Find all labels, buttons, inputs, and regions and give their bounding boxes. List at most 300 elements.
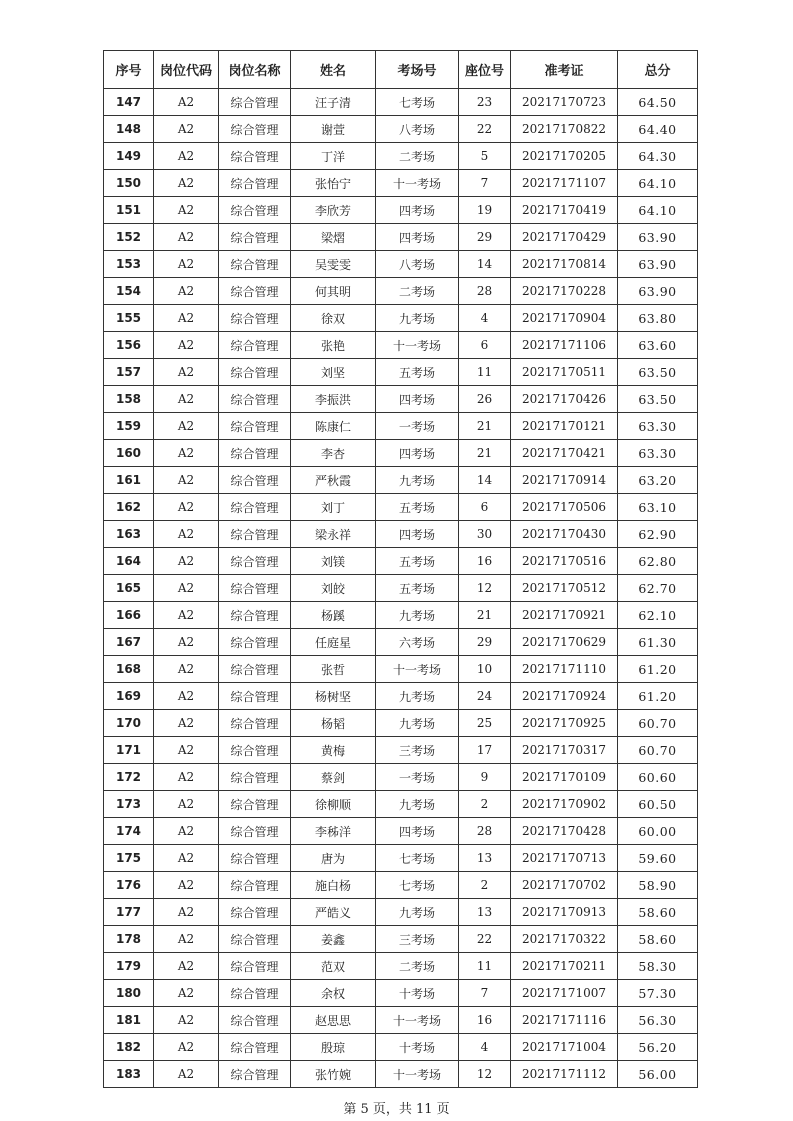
cell-name: 蔡剑 (291, 764, 376, 791)
cell-post-code: A2 (154, 548, 219, 575)
cell-exam-room: 四考场 (376, 386, 459, 413)
cell-ticket-number: 20217170428 (511, 818, 618, 845)
cell-exam-room: 一考场 (376, 413, 459, 440)
cell-seat: 16 (459, 548, 511, 575)
cell-seq: 167 (104, 629, 154, 656)
cell-post-code: A2 (154, 278, 219, 305)
cell-exam-room: 九考场 (376, 791, 459, 818)
table-row (104, 332, 698, 359)
cell-name: 刘丁 (291, 494, 376, 521)
cell-post-name: 综合管理 (219, 170, 291, 197)
cell-seq: 162 (104, 494, 154, 521)
cell-exam-room: 五考场 (376, 575, 459, 602)
cell-seq: 171 (104, 737, 154, 764)
cell-seq: 170 (104, 710, 154, 737)
cell-name: 余权 (291, 980, 376, 1007)
cell-ticket-number: 20217170921 (511, 602, 618, 629)
cell-total-score: 61.20 (618, 656, 698, 683)
cell-seat: 4 (459, 305, 511, 332)
table-row (104, 764, 698, 791)
cell-name: 殷琼 (291, 1034, 376, 1061)
cell-post-code: A2 (154, 872, 219, 899)
cell-post-name: 综合管理 (219, 413, 291, 440)
cell-seat: 22 (459, 116, 511, 143)
cell-name: 刘皎 (291, 575, 376, 602)
cell-post-code: A2 (154, 926, 219, 953)
cell-name: 严皓义 (291, 899, 376, 926)
cell-seat: 12 (459, 1061, 511, 1088)
cell-post-name: 综合管理 (219, 899, 291, 926)
cell-exam-room: 六考场 (376, 629, 459, 656)
score-table (103, 50, 698, 1088)
cell-exam-room: 八考场 (376, 251, 459, 278)
cell-post-code: A2 (154, 305, 219, 332)
table-row (104, 440, 698, 467)
cell-post-name: 综合管理 (219, 278, 291, 305)
table-row (104, 791, 698, 818)
cell-post-name: 综合管理 (219, 710, 291, 737)
cell-seq: 147 (104, 89, 154, 116)
table-row (104, 224, 698, 251)
cell-total-score: 59.60 (618, 845, 698, 872)
cell-post-code: A2 (154, 251, 219, 278)
cell-seq: 175 (104, 845, 154, 872)
cell-seq: 178 (104, 926, 154, 953)
cell-ticket-number: 20217170317 (511, 737, 618, 764)
cell-ticket-number: 20217170713 (511, 845, 618, 872)
cell-total-score: 62.10 (618, 602, 698, 629)
cell-total-score: 63.20 (618, 467, 698, 494)
cell-ticket-number: 20217170429 (511, 224, 618, 251)
table-row (104, 899, 698, 926)
table-row (104, 521, 698, 548)
cell-exam-room: 九考场 (376, 899, 459, 926)
cell-exam-room: 三考场 (376, 926, 459, 953)
cell-post-name: 综合管理 (219, 818, 291, 845)
cell-ticket-number: 20217171004 (511, 1034, 618, 1061)
cell-exam-room: 三考场 (376, 737, 459, 764)
cell-seq: 163 (104, 521, 154, 548)
table-row (104, 656, 698, 683)
table-header-row (104, 51, 698, 89)
cell-name: 陈康仁 (291, 413, 376, 440)
cell-post-code: A2 (154, 764, 219, 791)
cell-seat: 13 (459, 845, 511, 872)
cell-seq: 150 (104, 170, 154, 197)
cell-ticket-number: 20217170421 (511, 440, 618, 467)
table-row (104, 980, 698, 1007)
cell-seat: 14 (459, 467, 511, 494)
table-row (104, 251, 698, 278)
cell-post-code: A2 (154, 737, 219, 764)
cell-total-score: 63.60 (618, 332, 698, 359)
cell-post-code: A2 (154, 980, 219, 1007)
cell-post-name: 综合管理 (219, 143, 291, 170)
cell-post-name: 综合管理 (219, 791, 291, 818)
cell-seq: 161 (104, 467, 154, 494)
cell-exam-room: 四考场 (376, 818, 459, 845)
cell-post-code: A2 (154, 818, 219, 845)
cell-seat: 16 (459, 1007, 511, 1034)
cell-seat: 23 (459, 89, 511, 116)
cell-ticket-number: 20217171007 (511, 980, 618, 1007)
cell-seq: 158 (104, 386, 154, 413)
header-total-score: 总分 (618, 51, 698, 89)
cell-ticket-number: 20217171107 (511, 170, 618, 197)
cell-seat: 19 (459, 197, 511, 224)
cell-ticket-number: 20217170121 (511, 413, 618, 440)
cell-seq: 154 (104, 278, 154, 305)
cell-post-name: 综合管理 (219, 494, 291, 521)
cell-total-score: 63.90 (618, 224, 698, 251)
cell-seat: 21 (459, 602, 511, 629)
cell-name: 施白杨 (291, 872, 376, 899)
cell-post-name: 综合管理 (219, 575, 291, 602)
cell-seat: 12 (459, 575, 511, 602)
cell-name: 姜鑫 (291, 926, 376, 953)
table-row (104, 629, 698, 656)
cell-name: 杨树坚 (291, 683, 376, 710)
table-row (104, 683, 698, 710)
table-row (104, 305, 698, 332)
cell-seat: 9 (459, 764, 511, 791)
cell-post-code: A2 (154, 953, 219, 980)
cell-seat: 28 (459, 278, 511, 305)
table-row (104, 1061, 698, 1088)
cell-exam-room: 二考场 (376, 143, 459, 170)
cell-post-name: 综合管理 (219, 1007, 291, 1034)
cell-exam-room: 十考场 (376, 1034, 459, 1061)
cell-seq: 159 (104, 413, 154, 440)
table-row (104, 89, 698, 116)
cell-post-code: A2 (154, 710, 219, 737)
cell-total-score: 64.30 (618, 143, 698, 170)
cell-post-code: A2 (154, 413, 219, 440)
table-row (104, 953, 698, 980)
cell-seq: 183 (104, 1061, 154, 1088)
cell-name: 汪子清 (291, 89, 376, 116)
cell-ticket-number: 20217170914 (511, 467, 618, 494)
cell-name: 黄梅 (291, 737, 376, 764)
cell-ticket-number: 20217170904 (511, 305, 618, 332)
cell-seat: 5 (459, 143, 511, 170)
cell-total-score: 64.10 (618, 170, 698, 197)
cell-total-score: 56.20 (618, 1034, 698, 1061)
cell-exam-room: 二考场 (376, 278, 459, 305)
table-row (104, 737, 698, 764)
cell-exam-room: 九考场 (376, 710, 459, 737)
cell-seq: 152 (104, 224, 154, 251)
cell-total-score: 64.10 (618, 197, 698, 224)
cell-name: 赵思思 (291, 1007, 376, 1034)
header-post-name: 岗位名称 (219, 51, 291, 89)
cell-ticket-number: 20217171106 (511, 332, 618, 359)
header-name: 姓名 (291, 51, 376, 89)
cell-post-code: A2 (154, 602, 219, 629)
cell-seq: 172 (104, 764, 154, 791)
cell-post-code: A2 (154, 1007, 219, 1034)
cell-post-name: 综合管理 (219, 764, 291, 791)
cell-seq: 151 (104, 197, 154, 224)
cell-exam-room: 十一考场 (376, 170, 459, 197)
cell-post-name: 综合管理 (219, 1034, 291, 1061)
cell-name: 丁洋 (291, 143, 376, 170)
cell-post-name: 综合管理 (219, 440, 291, 467)
cell-ticket-number: 20217170516 (511, 548, 618, 575)
cell-name: 唐为 (291, 845, 376, 872)
cell-name: 吴雯雯 (291, 251, 376, 278)
cell-post-code: A2 (154, 197, 219, 224)
cell-total-score: 58.90 (618, 872, 698, 899)
cell-seq: 169 (104, 683, 154, 710)
cell-seq: 157 (104, 359, 154, 386)
cell-seat: 26 (459, 386, 511, 413)
cell-seat: 17 (459, 737, 511, 764)
cell-seat: 6 (459, 332, 511, 359)
cell-name: 李欣芳 (291, 197, 376, 224)
cell-post-name: 综合管理 (219, 1061, 291, 1088)
cell-seat: 24 (459, 683, 511, 710)
header-exam-room: 考场号 (376, 51, 459, 89)
cell-total-score: 57.30 (618, 980, 698, 1007)
cell-seat: 29 (459, 224, 511, 251)
header-seq: 序号 (104, 51, 154, 89)
cell-exam-room: 九考场 (376, 602, 459, 629)
cell-exam-room: 十一考场 (376, 656, 459, 683)
table-row (104, 845, 698, 872)
cell-post-name: 综合管理 (219, 953, 291, 980)
cell-seq: 177 (104, 899, 154, 926)
cell-exam-room: 四考场 (376, 521, 459, 548)
cell-post-name: 综合管理 (219, 305, 291, 332)
cell-seat: 2 (459, 791, 511, 818)
cell-ticket-number: 20217170913 (511, 899, 618, 926)
table-row (104, 872, 698, 899)
cell-seq: 166 (104, 602, 154, 629)
cell-total-score: 63.30 (618, 413, 698, 440)
cell-total-score: 63.10 (618, 494, 698, 521)
cell-exam-room: 二考场 (376, 953, 459, 980)
cell-name: 张艳 (291, 332, 376, 359)
table-row (104, 818, 698, 845)
page-footer: 第 5 页，共 11 页 (343, 1102, 450, 1117)
cell-seq: 160 (104, 440, 154, 467)
cell-seat: 28 (459, 818, 511, 845)
cell-total-score: 63.30 (618, 440, 698, 467)
cell-total-score: 60.60 (618, 764, 698, 791)
cell-exam-room: 四考场 (376, 224, 459, 251)
cell-seat: 7 (459, 170, 511, 197)
cell-name: 任庭星 (291, 629, 376, 656)
cell-exam-room: 五考场 (376, 494, 459, 521)
cell-exam-room: 七考场 (376, 89, 459, 116)
cell-seq: 181 (104, 1007, 154, 1034)
cell-post-code: A2 (154, 143, 219, 170)
table-row (104, 926, 698, 953)
cell-seat: 25 (459, 710, 511, 737)
cell-post-name: 综合管理 (219, 926, 291, 953)
cell-ticket-number: 20217171116 (511, 1007, 618, 1034)
cell-post-code: A2 (154, 791, 219, 818)
cell-post-code: A2 (154, 116, 219, 143)
cell-name: 张怡宁 (291, 170, 376, 197)
cell-total-score: 63.90 (618, 278, 698, 305)
cell-post-code: A2 (154, 440, 219, 467)
cell-total-score: 62.90 (618, 521, 698, 548)
cell-name: 徐柳顺 (291, 791, 376, 818)
cell-seat: 4 (459, 1034, 511, 1061)
cell-total-score: 58.30 (618, 953, 698, 980)
header-post-code: 岗位代码 (154, 51, 219, 89)
cell-post-name: 综合管理 (219, 197, 291, 224)
cell-post-name: 综合管理 (219, 737, 291, 764)
cell-ticket-number: 20217171112 (511, 1061, 618, 1088)
cell-total-score: 60.50 (618, 791, 698, 818)
cell-exam-room: 四考场 (376, 197, 459, 224)
table-row (104, 143, 698, 170)
cell-seat: 29 (459, 629, 511, 656)
cell-post-name: 综合管理 (219, 332, 291, 359)
cell-exam-room: 七考场 (376, 845, 459, 872)
cell-total-score: 63.80 (618, 305, 698, 332)
table-row (104, 1007, 698, 1034)
cell-ticket-number: 20217170924 (511, 683, 618, 710)
cell-ticket-number: 20217170228 (511, 278, 618, 305)
cell-post-code: A2 (154, 575, 219, 602)
cell-seat: 21 (459, 440, 511, 467)
cell-post-name: 综合管理 (219, 629, 291, 656)
table-row (104, 197, 698, 224)
table-row (104, 116, 698, 143)
cell-post-code: A2 (154, 629, 219, 656)
cell-post-code: A2 (154, 386, 219, 413)
cell-post-code: A2 (154, 224, 219, 251)
cell-exam-room: 五考场 (376, 359, 459, 386)
cell-total-score: 61.20 (618, 683, 698, 710)
table-row (104, 386, 698, 413)
cell-total-score: 56.00 (618, 1061, 698, 1088)
cell-total-score: 60.70 (618, 737, 698, 764)
cell-total-score: 60.70 (618, 710, 698, 737)
cell-name: 梁熠 (291, 224, 376, 251)
cell-total-score: 58.60 (618, 899, 698, 926)
cell-seat: 14 (459, 251, 511, 278)
cell-seat: 30 (459, 521, 511, 548)
cell-post-code: A2 (154, 899, 219, 926)
cell-post-code: A2 (154, 332, 219, 359)
cell-total-score: 58.60 (618, 926, 698, 953)
cell-ticket-number: 20217171110 (511, 656, 618, 683)
cell-seq: 179 (104, 953, 154, 980)
cell-ticket-number: 20217170702 (511, 872, 618, 899)
cell-seat: 2 (459, 872, 511, 899)
cell-post-name: 综合管理 (219, 116, 291, 143)
cell-seq: 164 (104, 548, 154, 575)
cell-exam-room: 五考场 (376, 548, 459, 575)
cell-seq: 182 (104, 1034, 154, 1061)
table-row (104, 575, 698, 602)
cell-total-score: 62.80 (618, 548, 698, 575)
table-row (104, 413, 698, 440)
cell-seq: 176 (104, 872, 154, 899)
cell-ticket-number: 20217170205 (511, 143, 618, 170)
table-row (104, 278, 698, 305)
cell-total-score: 62.70 (618, 575, 698, 602)
cell-total-score: 64.50 (618, 89, 698, 116)
cell-total-score: 64.40 (618, 116, 698, 143)
cell-post-name: 综合管理 (219, 683, 291, 710)
cell-post-code: A2 (154, 170, 219, 197)
cell-name: 张哲 (291, 656, 376, 683)
cell-post-name: 综合管理 (219, 467, 291, 494)
cell-post-code: A2 (154, 89, 219, 116)
table-row (104, 494, 698, 521)
cell-ticket-number: 20217170211 (511, 953, 618, 980)
cell-ticket-number: 20217170419 (511, 197, 618, 224)
cell-exam-room: 十考场 (376, 980, 459, 1007)
cell-name: 李秭洋 (291, 818, 376, 845)
cell-name: 梁永祥 (291, 521, 376, 548)
cell-name: 何其明 (291, 278, 376, 305)
cell-seq: 155 (104, 305, 154, 332)
table-row (104, 1034, 698, 1061)
cell-seq: 173 (104, 791, 154, 818)
cell-ticket-number: 20217170109 (511, 764, 618, 791)
cell-total-score: 60.00 (618, 818, 698, 845)
cell-ticket-number: 20217170629 (511, 629, 618, 656)
cell-seat: 11 (459, 359, 511, 386)
cell-exam-room: 四考场 (376, 440, 459, 467)
cell-ticket-number: 20217170902 (511, 791, 618, 818)
cell-post-name: 综合管理 (219, 548, 291, 575)
cell-post-name: 综合管理 (219, 251, 291, 278)
header-ticket-number: 准考证 (511, 51, 618, 89)
cell-name: 刘镁 (291, 548, 376, 575)
cell-total-score: 63.50 (618, 359, 698, 386)
cell-seq: 174 (104, 818, 154, 845)
cell-total-score: 56.30 (618, 1007, 698, 1034)
cell-ticket-number: 20217170723 (511, 89, 618, 116)
cell-exam-room: 一考场 (376, 764, 459, 791)
cell-total-score: 61.30 (618, 629, 698, 656)
cell-post-name: 综合管理 (219, 359, 291, 386)
cell-seq: 168 (104, 656, 154, 683)
cell-seq: 149 (104, 143, 154, 170)
cell-post-name: 综合管理 (219, 386, 291, 413)
cell-seat: 6 (459, 494, 511, 521)
cell-ticket-number: 20217170925 (511, 710, 618, 737)
cell-exam-room: 九考场 (376, 683, 459, 710)
cell-ticket-number: 20217170512 (511, 575, 618, 602)
cell-name: 李振洪 (291, 386, 376, 413)
cell-post-code: A2 (154, 656, 219, 683)
cell-post-name: 综合管理 (219, 872, 291, 899)
cell-ticket-number: 20217170511 (511, 359, 618, 386)
cell-ticket-number: 20217170426 (511, 386, 618, 413)
table-row (104, 467, 698, 494)
cell-seat: 22 (459, 926, 511, 953)
cell-post-name: 综合管理 (219, 224, 291, 251)
table-row (104, 710, 698, 737)
cell-ticket-number: 20217170822 (511, 116, 618, 143)
table-row (104, 170, 698, 197)
header-seat: 座位号 (459, 51, 511, 89)
cell-exam-room: 九考场 (376, 305, 459, 332)
cell-seq: 153 (104, 251, 154, 278)
cell-name: 谢萱 (291, 116, 376, 143)
cell-post-name: 综合管理 (219, 845, 291, 872)
cell-seq: 156 (104, 332, 154, 359)
